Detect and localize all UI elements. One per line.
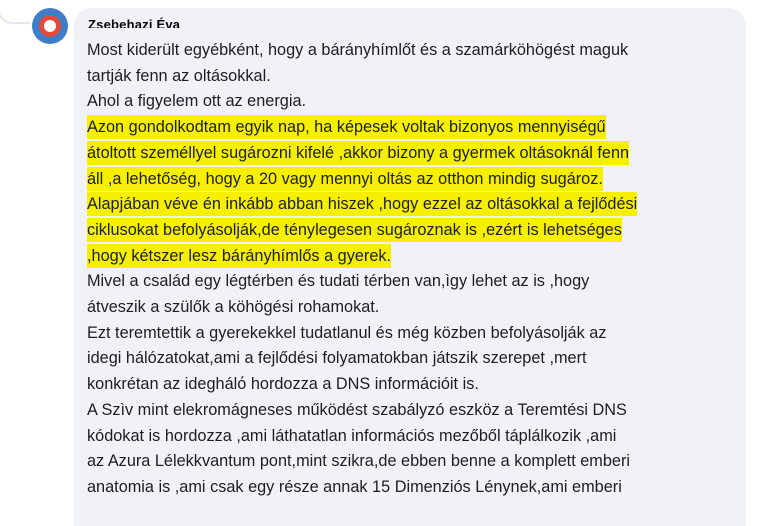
line-text: kódokat is hordozza ,ami láthatatlan információs mezőből táplálkozik ,ami xyxy=(87,426,617,445)
line-text: Mivel a család egy légtérben és tudati térben van,ìgy lehet az is ,hogy xyxy=(87,272,590,291)
line-text: Most kiderült egyébként, hogy a bárányhímlőt és a szamárköhögést maguk xyxy=(87,41,629,59)
comment-line xyxy=(87,295,743,321)
comment-line xyxy=(87,346,743,372)
line-text: A Szìv mint elekromágneses működést szabályzó eszköz a Teremtési DNS xyxy=(87,400,627,419)
comment-bubble xyxy=(74,8,746,526)
comment-text xyxy=(87,38,743,501)
line-text: Ezt teremtettik a gyerekekkel tudatlanul és még közben befolyásolják az xyxy=(87,323,607,342)
line-text: az Azura Lélekkvantum pont,mint szikra,de ebben benne a komplett emberi xyxy=(87,452,631,471)
line-text: anatomia is ,ami csak egy része annak 15 Dimenziós Lénynek,ami emberi xyxy=(87,477,622,496)
comment-line xyxy=(87,192,743,218)
comment-line xyxy=(87,89,743,115)
highlighted-text: ciklusokat befolyásolják,de ténylegesen sugároznak is ,ezért is lehetséges xyxy=(87,220,622,239)
comment-line xyxy=(87,244,743,270)
line-text: átveszik a szülők a köhögési rohamokat. xyxy=(87,298,380,317)
line-text: tartják fenn az oltásokkal. xyxy=(87,66,271,85)
comment-line xyxy=(87,398,743,424)
highlighted-text: átoltott személlyel sugározni kifelé ,akkor bizony a gyermek oltásoknál fenn xyxy=(87,143,630,162)
line-text: konkrétan az ideghálό hordozza a DNS információit is. xyxy=(87,375,479,394)
comment-line xyxy=(87,321,743,347)
highlighted-text: Azon gondolkodtam egyik nap, ha képesek voltak bizonyos mennyiségű xyxy=(87,118,606,137)
comment-line xyxy=(87,449,743,475)
line-text: idegi hálózatokat,ami a fejlődési folyamatokban játszik szerepet ,mert xyxy=(87,349,587,368)
comment-line xyxy=(87,64,743,90)
highlighted-text: Alapjában véve én inkább abban hiszek ,hogy ezzel az oltásokkal a fejlődési xyxy=(87,195,638,214)
comment-line xyxy=(87,269,743,295)
thread-connector xyxy=(0,0,30,24)
comment-line xyxy=(87,372,743,398)
comment-line xyxy=(87,218,743,244)
line-text: Ahol a figyelem ott az energia. xyxy=(87,92,307,111)
comment-line xyxy=(87,424,743,450)
comment-line xyxy=(87,167,743,193)
comment-line xyxy=(87,475,743,501)
highlighted-text: ,hogy kétszer lesz bárányhímlős a gyerek. xyxy=(87,246,392,265)
highlighted-text: áll ,a lehetőség, hogy a 20 vagy mennyi oltás az otthon mindig sugároz. xyxy=(87,169,603,188)
comment-line xyxy=(87,38,743,64)
avatar-icon[interactable] xyxy=(32,8,68,44)
comment-line xyxy=(87,141,743,167)
comment-line xyxy=(87,115,743,141)
comment-author[interactable]: Zsebehazi Éva xyxy=(88,17,181,28)
avatar-core xyxy=(44,20,56,32)
